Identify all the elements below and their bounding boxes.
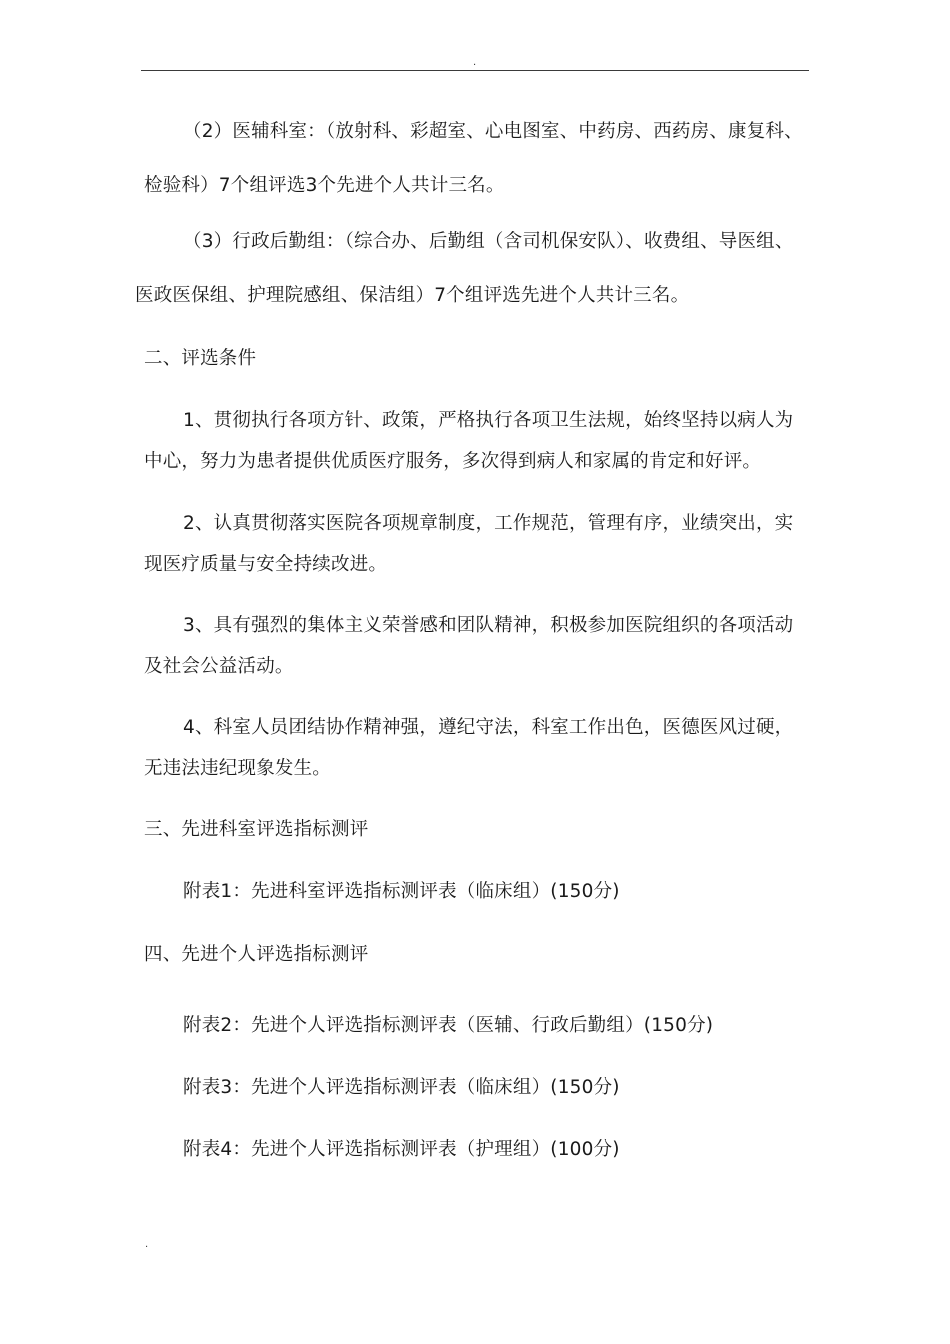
body-line: 附表4：先进个人评选指标测评表（护理组）(100分) (183, 1139, 620, 1160)
body-line: 现医疗质量与安全持续改进。 (144, 554, 388, 575)
body-line: 中心，努力为患者提供优质医疗服务，多次得到病人和家属的肯定和好评。 (144, 451, 762, 472)
section-heading: 三、先进科室评选指标测评 (144, 819, 369, 840)
body-line: 附表2：先进个人评选指标测评表（医辅、行政后勤组）(150分) (183, 1015, 714, 1036)
footer-mark: . (145, 1239, 149, 1250)
body-line: （3）行政后勤组：（综合办、后勤组（含司机保安队）、收费组、导医组、 (183, 231, 794, 252)
body-line: 附表3：先进个人评选指标测评表（临床组）(150分) (183, 1077, 620, 1098)
body-line: 及社会公益活动。 (144, 656, 294, 677)
section-heading: 二、评选条件 (144, 348, 257, 369)
body-line: 4、科室人员团结协作精神强，遵纪守法，科室工作出色，医德医风过硬， (183, 717, 794, 738)
body-line: 无违法违纪现象发生。 (144, 758, 332, 779)
section-heading: 四、先进个人评选指标测评 (144, 944, 369, 965)
header-mark: . (473, 57, 477, 68)
body-line: 医政医保组、护理院感组、保洁组）7个组评选先进个人共计三名。 (135, 285, 690, 306)
body-line: 检验科）7个组评选3个先进个人共计三名。 (144, 175, 505, 196)
body-line: 1、贯彻执行各项方针、政策，严格执行各项卫生法规，始终坚持以病人为 (183, 410, 794, 431)
header-divider (141, 70, 809, 71)
body-line: 2、认真贯彻落实医院各项规章制度，工作规范，管理有序，业绩突出，实 (183, 513, 794, 534)
body-line: （2）医辅科室：（放射科、彩超室、心电图室、中药房、西药房、康复科、 (183, 121, 803, 142)
body-line: 3、具有强烈的集体主义荣誉感和团队精神，积极参加医院组织的各项活动 (183, 615, 794, 636)
body-line: 附表1：先进科室评选指标测评表（临床组）(150分) (183, 881, 620, 902)
